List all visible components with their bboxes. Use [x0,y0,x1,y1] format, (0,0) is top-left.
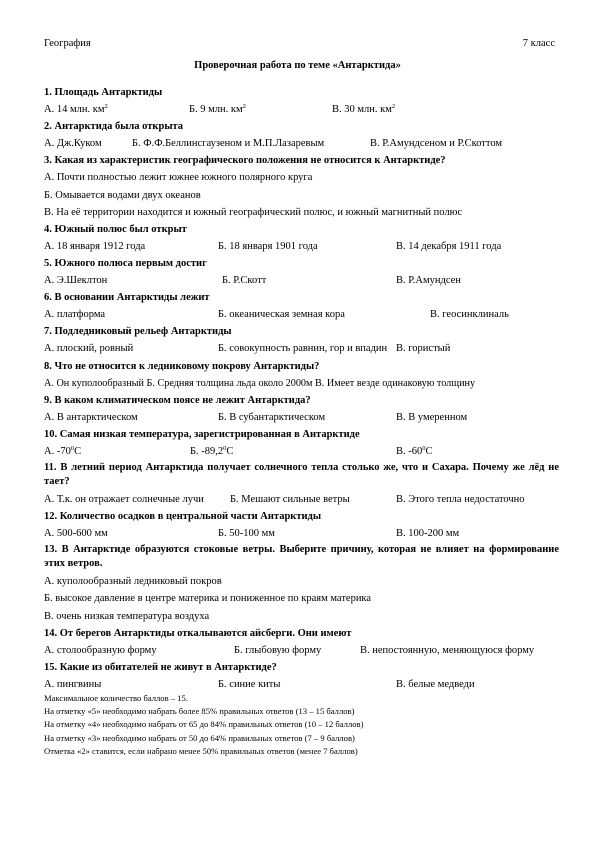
answers-14 [44,642,559,659]
grading-max: Максимальное количество баллов – 15. [44,693,188,703]
answer-9c: В. В умеренном [396,411,468,423]
answer-10b: Б. -89,2$^0$С [190,444,234,457]
answer-14c: В. непостоянную, меняющуюся форму [360,644,535,656]
grading-3: На отметку «3» необходимо набрать от 50 до 64% правильных ответов (7 – 9 баллов) [44,732,355,743]
answer-10c: В. $-60^0С$ [396,444,433,457]
answer-14a: А. столообразную форму [44,644,157,656]
question-10: 10. Самая низкая температура, зарегистрированная в Антарктиде [44,428,360,440]
answers-11 [44,491,559,508]
answer-5c: В. Р.Амундсен [396,275,461,287]
answer-12c: В. 100-200 мм [396,528,460,540]
subject-label: География [44,38,91,49]
answer-3a: А. Почти полностью лежит южнее южного полярного круга [44,172,313,184]
answer-10a: А. $-70^0С$ [44,444,82,457]
grading-criteria [44,692,564,758]
question-15: 15. Какие из обитателей не живут в Антарктиде? [44,661,277,673]
question-1: 1. Площадь Антарктиды [44,87,163,98]
answer-7c: В. гористый [396,343,451,355]
answer-1a: А. 14 млн. $км^2$ [44,103,108,116]
answers-7 [44,340,559,357]
grading-5: На отметку «5» необходимо набрать более 85% правильных ответов (13 – 15 баллов) [44,706,355,717]
answer-3c: В. На её территории находится и южный географический полюс, и южный магнитный полюс [44,206,463,218]
answers-12 [44,525,559,542]
answers-1 [44,101,559,118]
answer-12b: Б. 50-100 мм [218,528,275,540]
answer-11b: Б. Мешают сильные ветры [230,494,350,506]
answers-4 [44,238,559,255]
answer-13b: Б. высокое давление в центре материка и пониженное по краям материка [44,593,372,605]
answers-10 [44,443,559,460]
answer-7b: Б. совокупность равнин, гор и впадин [218,343,388,355]
answer-3b: Б. Омывается водами двух океанов [44,189,201,201]
answers-2 [44,135,559,152]
answer-14b: Б. глыбовую форму [234,644,322,656]
question-5: 5. Южного полюса первым достиг [44,257,207,269]
answer-4c: В. 14 декабря 1911 года [396,240,502,252]
answer-4a: А. 18 января 1912 года [44,240,146,252]
answer-5a: А. Э.Шеклтон [44,275,108,287]
question-13: 13. В Антарктиде образуются стоковые ветры. Выберите причину, которая не влияет на формирование этих ветров. [44,544,559,570]
grading-2: Отметка «2» ставится, если набрано менее 50% правильных ответов (менее 7 баллов) [44,745,358,756]
answer-15c: В. белые медведи [396,678,475,690]
answer-13c: В. очень низкая температура воздуха [44,610,210,622]
question-9: 9. В каком климатическом поясе не лежит Антарктида? [44,394,311,406]
answer-15a: А. пингвины [44,678,102,690]
answer-11a: А. Т.к. он отражает солнечные лучи [44,494,204,506]
document-title: Проверочная работа по теме «Антарктида» [194,60,401,71]
answer-2a: А. Дж.Куком [44,138,102,150]
answer-2c: В. Р.Амундсеном и Р.Скоттом [370,138,503,150]
answer-6c: В. геосинклиналь [430,309,509,321]
answer-9a: А. В антарктическом [44,411,138,423]
answers-9 [44,409,559,426]
answer-13a: А. куполообразный ледниковый покров [44,576,222,588]
question-7: 7. Подледниковый рельеф Антарктиды [44,326,232,338]
answer-2b: Б. Ф.Ф.Беллинсгаузеном и М.П.Лазаревым [132,138,325,150]
answers-5 [44,272,559,289]
answer-7a: А. плоский, ровный [44,343,134,355]
answers-6 [44,306,559,323]
answer-6b: Б. океаническая земная кора [218,309,345,321]
answer-11c: В. Этого тепла недостаточно [396,494,525,506]
grade-label: 7 класс [522,38,555,49]
answers-15 [44,676,559,693]
question-11: 11. В летний период Антарктида получает солнечного тепла столько же, что и Сахара. Почему же лёд не тает? [44,462,559,488]
answer-9b: Б. В субантарктическом [218,411,326,423]
answer-1b: Б. 9 млн. $км^2$ [189,103,246,116]
question-4: 4. Южный полюс был открыт [44,223,187,235]
grading-4: На отметку «4» необходимо набрать от 65 до 84% правильных ответов (10 – 12 баллов) [44,719,364,730]
quiz-body [44,84,559,693]
answer-1c: В. 30 млн. $км^2$ [332,103,396,116]
question-3: 3. Какая из характеристик географического положения не относится к Антарктиде? [44,155,446,167]
answers-8: А. Он куполообразный Б. Средняя толщина льда около 2000м В. Имеет везде одинаковую толщину [44,377,476,389]
question-8: 8. Что не относится к ледниковому покрову Антарктиды? [44,360,320,372]
question-2: 2. Антарктида была открыта [44,121,184,133]
answer-15b: Б. синие киты [218,678,281,690]
question-14: 14. От берегов Антарктиды откалываются айсберги. Они имеют [44,627,352,639]
answer-4b: Б. 18 января 1901 года [218,240,318,252]
answer-6a: А. платформа [44,309,106,321]
question-12: 12. Количество осадков в центральной части Антарктиды [44,511,322,523]
answer-5b: Б. Р.Скотт [222,275,267,287]
answer-12a: А. 500-600 мм [44,528,108,540]
question-6: 6. В основании Антарктиды лежит [44,292,210,304]
